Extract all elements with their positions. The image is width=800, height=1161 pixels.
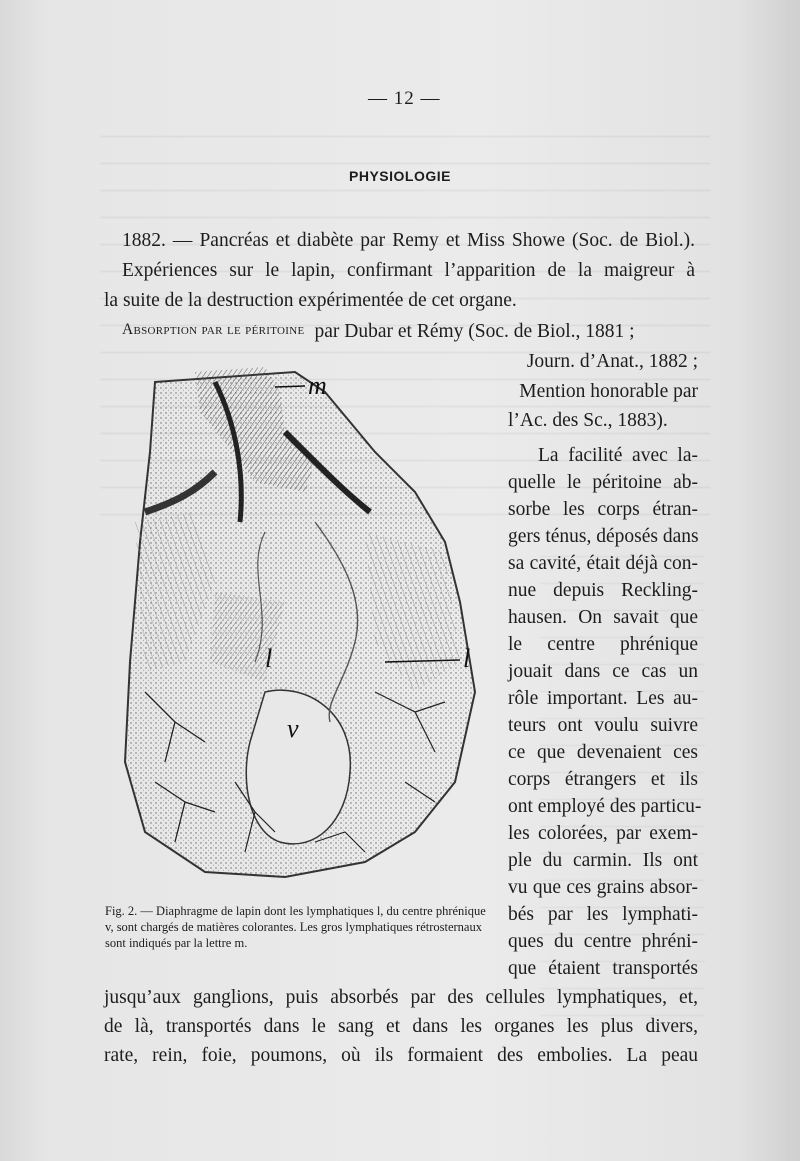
figure-caption: Fig. 2. — Diaphragme de lapin dont les lymphatiques l, du centre phrénique v, sont chargés de matières colorantes. Les gros lymphatiques rétrosternaux sont indiqués par la lettre m. [105,904,486,950]
citation-part2: Journ. d’Anat., 1882 ; [526,351,698,372]
label-l-left: l [265,644,273,673]
body-line: de là, transportés dans le sang et dans les organes les plus divers, [104,1016,698,1037]
section-title: Absorption par le péritoine [122,321,305,338]
column-line: corps étrangers et ils [508,769,698,790]
body-line: rate, rein, foie, poumons, où ils formaient des embolies. La peau [104,1045,698,1066]
column-line: rôle important. Les au- [508,688,698,709]
citation-part3: Mention honorable par [519,381,698,402]
label-l-right: l [463,644,471,673]
column-line: sorbe les corps étran- [508,499,698,520]
engraving [115,362,495,892]
column-line: nue depuis Reckling- [508,580,698,601]
label-m: m [308,371,327,400]
running-head: PHYSIOLOGIE [349,168,451,184]
column-line: La facilité avec la- [538,445,698,466]
page-number: — 12 — [368,88,441,109]
column-line: sa cavité, était déjà con- [508,553,698,574]
diaphragm-illustration [115,362,495,892]
column-line: teurs ont voulu suivre [508,715,698,736]
column-line: gers ténus, déposés dans [508,526,699,547]
column-line: le centre phrénique [508,634,698,655]
column-line: vu que ces grains absor- [508,877,698,898]
citation-part4: l’Ac. des Sc., 1883). [508,410,668,431]
label-v: v [287,714,299,743]
column-line: quelle le péritoine ab- [508,472,698,493]
column-line: ple du carmin. Ils ont [508,850,698,871]
column-line: bés par les lymphati- [508,904,698,925]
citation-part1: par Dubar et Rémy (Soc. de Biol., 1881 ; [314,321,635,342]
entry-1882-line1: 1882. — Pancréas et diabète par Remy et Miss Showe (Soc. de Biol.). [122,230,695,251]
absorption-heading-line [122,321,697,343]
column-line: que étaient transportés [508,958,698,979]
column-line: hausen. On savait que [508,607,698,628]
entry-1882-line2: Expériences sur le lapin, confirmant l’apparition de la maigreur à [122,260,695,281]
column-line: ques du centre phréni- [508,931,698,952]
column-line: les colorées, par exem- [508,823,698,844]
body-line: jusqu’aux ganglions, puis absorbés par des cellules lymphatiques, et, [104,987,698,1008]
entry-1882-line3: la suite de la destruction expérimentée de cet organe. [104,290,517,311]
column-line: ce que devenaient ces [508,742,698,763]
column-line: jouait dans ce cas un [508,661,698,682]
column-line: ont employé des particu- [508,796,702,817]
